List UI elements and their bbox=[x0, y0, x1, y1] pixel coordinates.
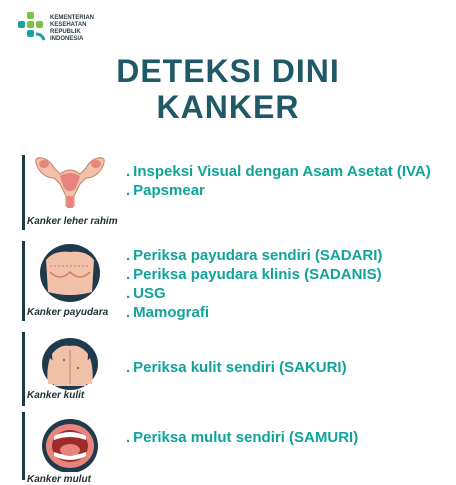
list-item: . Periksa payudara klinis (SADANIS) bbox=[126, 266, 382, 283]
mouth-icon bbox=[30, 416, 110, 472]
section-caption: Kanker mulut bbox=[27, 474, 91, 485]
section-divider-bar bbox=[22, 412, 25, 480]
exam-list bbox=[126, 246, 382, 322]
uterus-icon bbox=[30, 152, 110, 210]
section-caption: Kanker payudara bbox=[27, 307, 109, 318]
page-title-line2: KANKER bbox=[156, 89, 300, 125]
skin-back-icon bbox=[30, 334, 110, 390]
list-item: . Periksa mulut sendiri (SAMURI) bbox=[126, 429, 359, 446]
section-caption: Kanker leher rahim bbox=[27, 216, 118, 227]
section-oral-cancer bbox=[0, 410, 456, 485]
ministry-logo-icon bbox=[16, 10, 48, 44]
ministry-logo bbox=[16, 10, 136, 50]
list-item: . Mamografi bbox=[126, 304, 210, 321]
ministry-name: KEMENTERIAN KESEHATAN REPUBLIK INDONESIA bbox=[50, 15, 95, 42]
section-divider-bar bbox=[22, 241, 25, 321]
list-item: . Periksa kulit sendiri (SAKURI) bbox=[126, 359, 347, 376]
exam-list bbox=[126, 428, 358, 447]
section-skin-cancer bbox=[0, 330, 456, 408]
section-breast-cancer bbox=[0, 238, 456, 323]
section-caption: Kanker kulit bbox=[27, 390, 85, 401]
exam-list bbox=[126, 162, 431, 200]
list-item: . USG bbox=[126, 285, 166, 302]
list-item: . Papsmear bbox=[126, 182, 205, 199]
page-title-line1: DETEKSI DINI bbox=[116, 53, 340, 89]
breast-icon bbox=[30, 242, 110, 304]
section-cervical-cancer bbox=[0, 150, 456, 235]
section-divider-bar bbox=[22, 155, 25, 230]
list-item: . Inspeksi Visual dengan Asam Asetat (IVA) bbox=[126, 163, 431, 180]
list-item: . Periksa payudara sendiri (SADARI) bbox=[126, 247, 383, 264]
exam-list bbox=[126, 358, 347, 377]
section-divider-bar bbox=[22, 332, 25, 406]
